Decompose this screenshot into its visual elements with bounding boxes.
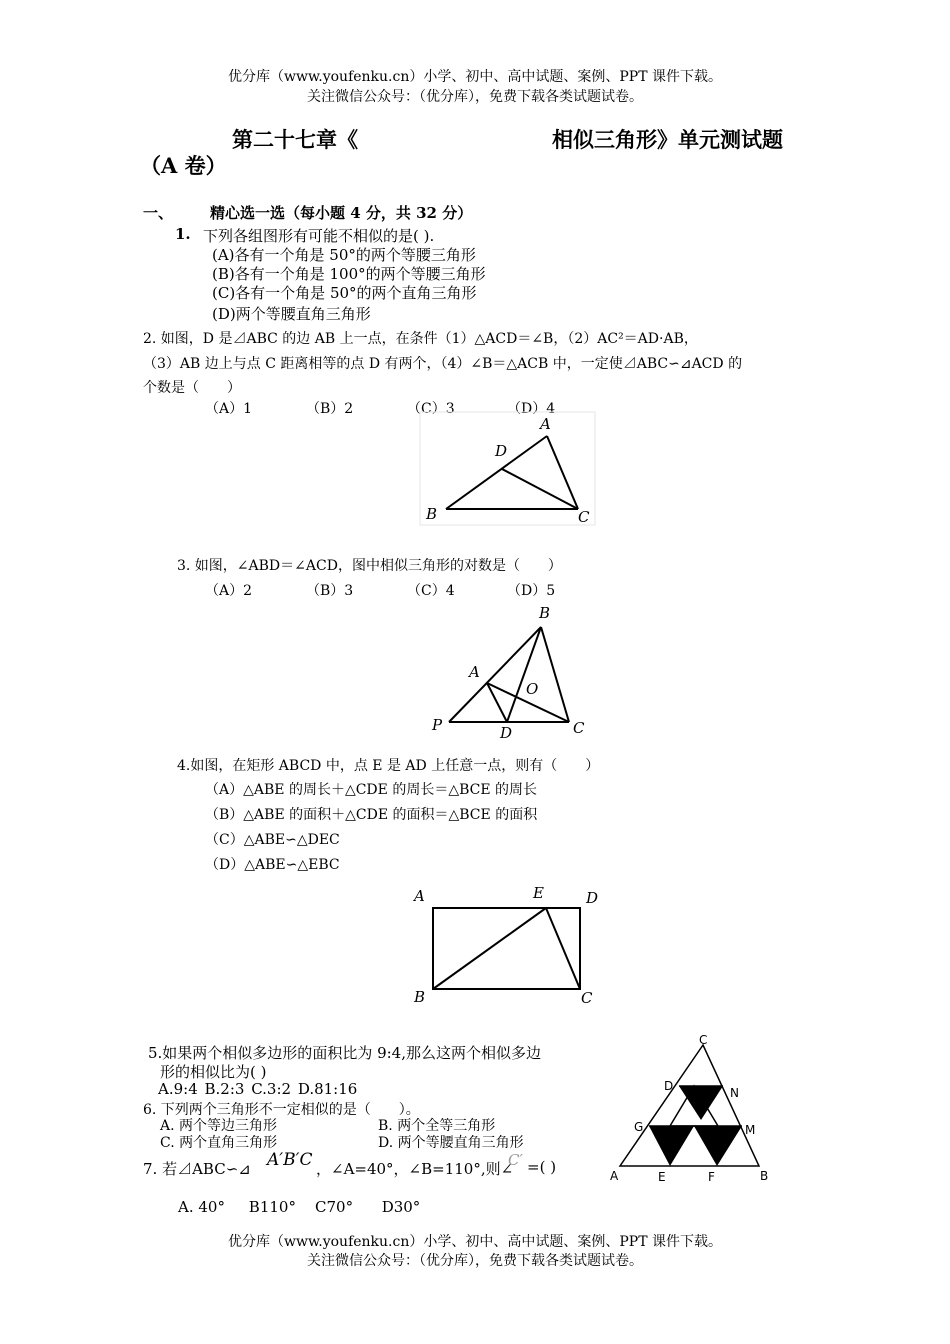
q2-option-a: （A）1 [205,401,253,417]
shaded-triangle-top [679,1086,723,1120]
q4-option-c: （C）△ABE∽△DEC [205,832,340,848]
q4-label-c: C [581,989,593,1007]
fig5-label-c: C [699,1033,708,1047]
fig5-label-n: N [730,1086,739,1100]
q2-figure [420,412,600,528]
q4-segment-ce [546,908,580,989]
q2-option-c: （C）3 [407,401,455,417]
q4-rectangle [433,908,580,989]
q4-option-d: （D）△ABE∽△EBC [205,857,340,873]
fig5-label-b: B [760,1169,769,1183]
q2-label-d: D [495,442,508,460]
q7-triangle: A′B′C [267,1150,313,1170]
q3-label-p: P [432,716,443,734]
q4-option-b: （B）△ABE 的面积＋△CDE 的面积＝△BCE 的面积 [205,807,538,823]
header-line-1: 优分库（www.youfenku.cn）小学、初中、高中试题、案例、PPT 课件下载。 [227,69,722,85]
section-number: 一、 [143,204,174,222]
fig5-label-g: G [634,1120,644,1134]
q3-side-pb [449,627,541,722]
q3-option-c: （C）4 [407,583,455,599]
shaded-triangle-right [694,1126,742,1166]
q5-options: A.9:4 B.2:3 C.3:2 D.81:16 [158,1080,358,1098]
q3-option-b: （B）3 [306,583,354,599]
q3-option-d: （D）5 [507,583,556,599]
q2-label-b: B [426,505,438,523]
q3-segment-bd [507,627,541,722]
q2-label-a: A [540,415,551,433]
q7-options: A. 40° B110° C70° D30° [178,1198,421,1216]
q1-number: 1. [175,225,191,243]
footer-line-2: 关注微信公众号：（优分库），免费下载各类试题试卷。 [307,1253,643,1269]
q7-suffix: =( ) [527,1158,557,1176]
section-label: 精心选一选（每小题 4 分，共 32 分） [210,204,473,222]
shaded-triangle-left [649,1126,694,1166]
q4-option-a: （A）△ABE 的周长＋△CDE 的周长＝△BCE 的周长 [205,782,538,798]
q2-option-d: （D）4 [507,401,556,417]
fig5-label-e: E [658,1170,666,1184]
q3-side-bc [541,627,569,722]
q3-label-b: B [539,604,551,622]
q1-option-d: (D)两个等腰直角三角形 [212,305,371,323]
q3-label-d: D [500,724,513,742]
outer-triangle [620,1045,759,1166]
footer-line-1: 优分库（www.youfenku.cn）小学、初中、高中试题、案例、PPT 课件下载。 [227,1234,722,1250]
q4-label-b: B [414,988,426,1006]
q2-line-1: 2. 如图，D 是⊿ABC 的边 AB 上一点，在条件（1）△ACD＝∠B，（2）AC²＝AD·AB， [143,331,698,347]
q4-label-e: E [533,884,544,902]
q1-option-c: (C)各有一个角是 50°的两个直角三角形 [212,284,477,302]
q3-option-a: （A）2 [205,583,253,599]
q2-line-2: （3）AB 边上与点 C 距离相等的点 D 有两个，（4）∠B＝△ACB 中，一定使⊿ABC∽⊿ACD 的 [143,356,743,372]
q4-label-d: D [586,889,599,907]
fig5-label-a: A [610,1169,619,1183]
q3-label-c: C [573,719,585,737]
fig5-label-m: M [745,1123,756,1137]
q4-text: 4.如图，在矩形 ABCD 中，点 E 是 AD 上任意一点，则有（ ） [177,758,600,774]
q2-segment-cd [502,469,578,509]
q2-side-ac [547,436,578,509]
q7-prefix: 7. 若⊿ABC∽⊿ [143,1160,251,1178]
q6-option-b: B. 两个全等三角形 [378,1118,496,1134]
q1-option-a: (A)各有一个角是 50°的两个等腰三角形 [212,246,476,264]
q6-text: 6. 下列两个三角形不一定相似的是（ ）。 [143,1102,420,1118]
q5-line-2: 形的相似比为( ) [160,1063,267,1081]
fig5-label-f: F [708,1170,715,1184]
q4-figure [405,878,605,1008]
q7-angle: C′ [508,1151,523,1169]
header-line-2: 关注微信公众号：（优分库），免费下载各类试题试卷。 [307,89,643,105]
q2-label-c: C [578,508,590,526]
q5-figure [600,1035,780,1185]
q3-label-o: O [526,680,539,698]
title-part-3: （A 卷） [140,153,227,178]
q7-middle: ，∠A=40°，∠B=110°,则∠ [316,1160,514,1178]
q6-option-a: A. 两个等边三角形 [160,1118,278,1134]
q6-option-d: D. 两个等腰直角三角形 [378,1135,524,1151]
q3-text: 3. 如图，∠ABD＝∠ACD，图中相似三角形的对数是（ ） [177,558,562,574]
q2-option-b: （B）2 [306,401,354,417]
fig5-label-d: D [664,1079,674,1093]
q4-label-a: A [414,887,425,905]
q5-line-1: 5.如果两个相似多边形的面积比为 9:4,那么这两个相似多边 [148,1044,541,1062]
title-part-1: 第二十七章《 [232,127,358,152]
q1-option-b: (B)各有一个角是 100°的两个等腰三角形 [212,265,486,283]
q2-line-3: 个数是（ ） [143,380,241,396]
q3-figure [425,600,595,740]
q1-text: 下列各组图形有可能不相似的是( ). [203,227,435,245]
q6-option-c: C. 两个直角三角形 [160,1135,278,1151]
q4-segment-be [433,908,546,989]
q3-label-a: A [469,663,480,681]
title-part-2: 相似三角形》单元测试题 [552,127,783,152]
